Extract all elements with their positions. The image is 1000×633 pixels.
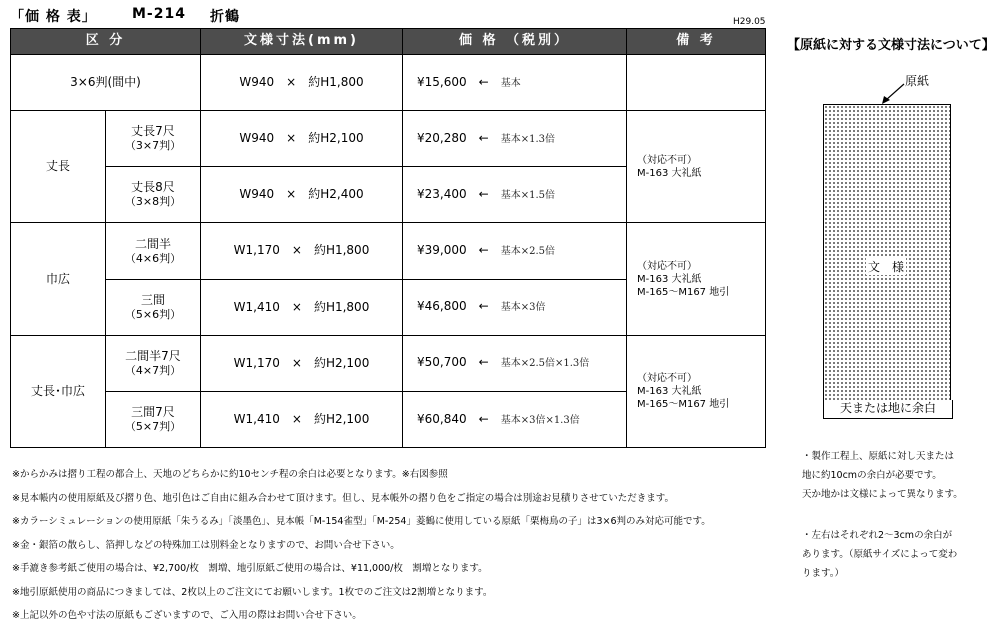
note-line: ・左右はそれぞれ2～3cmの余白が bbox=[802, 530, 953, 541]
subcategory-cell bbox=[106, 335, 201, 391]
price-table bbox=[10, 28, 766, 448]
price-value: ¥46,800 bbox=[417, 299, 467, 314]
paper-label: 原紙 bbox=[905, 74, 930, 88]
size-cell: W1,410 × 約H1,800 bbox=[201, 279, 403, 335]
size-cell: W940 × 約H2,400 bbox=[201, 167, 403, 223]
arrow-icon: ← bbox=[478, 411, 489, 426]
footnote: ※上記以外の色や寸法の原紙もございますので、ご入用の際はお問い合せ下さい。 bbox=[12, 610, 362, 621]
subcategory-name: 三間7尺 bbox=[131, 405, 175, 420]
price-value: ¥50,700 bbox=[417, 355, 467, 370]
price-ratio: 基本×2.5倍×1.3倍 bbox=[500, 358, 590, 370]
table-header-row bbox=[11, 29, 766, 55]
table-row bbox=[11, 223, 766, 279]
price-cell bbox=[403, 335, 627, 391]
arrow-icon: ← bbox=[478, 355, 489, 370]
arrow-icon: ← bbox=[478, 299, 489, 314]
price-value: ¥39,000 bbox=[417, 243, 467, 258]
subcategory-size: （3×7判） bbox=[124, 139, 182, 153]
size-cell: W940 × 約H2,100 bbox=[201, 111, 403, 167]
header-price: 価 格 （税別） bbox=[403, 29, 627, 55]
footnotes bbox=[12, 468, 772, 633]
footnote: ※手漉き参考紙ご使用の場合は、¥2,700/枚 割増、地引原紙ご使用の場合は、¥11,000/枚 割増となります。 bbox=[12, 563, 488, 574]
subcategory-cell bbox=[106, 391, 201, 447]
subcategory-size: （4×6判） bbox=[124, 251, 182, 265]
category-cell: 丈長 bbox=[11, 111, 106, 223]
note-line: ります。） bbox=[802, 568, 844, 579]
price-ratio: 基本×3倍×1.3倍 bbox=[500, 414, 580, 426]
price-ratio: 基本×1.3倍 bbox=[500, 133, 555, 145]
arrow-icon: ← bbox=[478, 243, 489, 258]
remarks-cell: （対応不可） M-163 大礼紙 M-165～M167 地引 bbox=[627, 223, 766, 335]
note-line: 天か地かは文様によって異なります。 bbox=[802, 489, 963, 500]
footnote: ※カラーシミュレーションの使用原紙「朱うるみ」「淡墨色」、見本帳「M-154雀型」「M-254」菱鶴に使用している原紙「栗梅鳥の子」は3×6判のみ対応可能です。 bbox=[12, 516, 711, 527]
margin-label: 天または地に余白 bbox=[823, 400, 953, 419]
table-row bbox=[11, 335, 766, 391]
note-line: あります。（原紙サイズによって変わ bbox=[802, 549, 958, 560]
footnote: ※見本帳内の使用原紙及び摺り色、地引色はご自由に組み合わせて頂けます。但し、見本帳外の摺り色をご指定の場合は別途お見積りさせていただきます。 bbox=[12, 492, 674, 504]
category-cell: 3×6判(間中) bbox=[11, 55, 201, 111]
header-category: 区 分 bbox=[11, 29, 201, 55]
subcategory-cell bbox=[106, 223, 201, 279]
price-cell bbox=[403, 279, 627, 335]
subcategory-cell bbox=[106, 111, 201, 167]
date-label: H29.05 bbox=[733, 17, 766, 27]
subcategory-name: 二間半 bbox=[134, 236, 171, 251]
subcategory-cell bbox=[106, 167, 201, 223]
price-value: ¥15,600 bbox=[417, 74, 467, 89]
price-cell bbox=[403, 55, 627, 111]
diagram-title: 【原紙に対する文様寸法について】 bbox=[787, 38, 995, 53]
category-cell: 巾広 bbox=[11, 223, 106, 335]
product-name: 折鶴 bbox=[210, 9, 240, 25]
product-code: M-214 bbox=[132, 6, 186, 22]
footnote: ※金・銀箔の散らし、箔押しなどの特殊加工は別料金となりますので、お問い合せ下さい。 bbox=[12, 539, 400, 551]
subcategory-size: （3×8判） bbox=[124, 195, 182, 209]
size-cell: W1,410 × 約H2,100 bbox=[201, 391, 403, 447]
price-ratio: 基本×3倍 bbox=[500, 302, 546, 314]
subcategory-name: 二間半7尺 bbox=[125, 348, 181, 363]
remarks-cell: （対応不可） M-163 大礼紙 bbox=[627, 111, 766, 223]
size-cell: W1,170 × 約H1,800 bbox=[201, 223, 403, 279]
diagram-note-1 bbox=[802, 447, 998, 504]
header-size: 文様寸法(mm) bbox=[201, 29, 403, 55]
price-ratio: 基本×2.5倍 bbox=[500, 246, 555, 258]
remarks-cell bbox=[627, 55, 766, 111]
header-remarks: 備 考 bbox=[627, 29, 766, 55]
footnote: ※地引原紙使用の商品につきましては、2枚以上のご注文にてお願いします。1枚でのご注文は2割増となります。 bbox=[12, 586, 493, 598]
subcategory-cell bbox=[106, 279, 201, 335]
price-ratio: 基本 bbox=[500, 77, 521, 89]
paper-diagram bbox=[823, 104, 951, 402]
price-cell bbox=[403, 223, 627, 279]
page-title: 「価 格 表」 bbox=[10, 9, 97, 25]
price-cell bbox=[403, 111, 627, 167]
price-cell bbox=[403, 391, 627, 447]
category-cell: 丈長･巾広 bbox=[11, 335, 106, 447]
note-line: ・製作工程上、原紙に対し天または bbox=[802, 451, 955, 462]
subcategory-size: （4×7判） bbox=[124, 363, 182, 377]
size-cell: W940 × 約H1,800 bbox=[201, 55, 403, 111]
arrow-icon: ← bbox=[478, 187, 489, 202]
subcategory-size: （5×7判） bbox=[124, 420, 182, 434]
subcategory-size: （5×6判） bbox=[124, 307, 182, 321]
subcategory-name: 丈長8尺 bbox=[131, 180, 175, 195]
pointer-arrow-icon bbox=[878, 82, 908, 106]
subcategory-name: 丈長7尺 bbox=[131, 124, 175, 139]
arrow-icon: ← bbox=[478, 74, 489, 89]
size-cell: W1,170 × 約H2,100 bbox=[201, 335, 403, 391]
note-line: 地に約10cmの余白が必要です。 bbox=[802, 470, 942, 481]
table-row bbox=[11, 55, 766, 111]
price-value: ¥20,280 bbox=[417, 130, 467, 145]
remarks-cell: （対応不可） M-163 大礼紙 M-165～M167 地引 bbox=[627, 335, 766, 447]
price-ratio: 基本×1.5倍 bbox=[500, 190, 555, 202]
subcategory-name: 三間 bbox=[140, 292, 165, 307]
diagram-note-2 bbox=[802, 526, 998, 583]
price-value: ¥23,400 bbox=[417, 187, 467, 202]
price-cell bbox=[403, 167, 627, 223]
pattern-label: 文 様 bbox=[868, 260, 905, 274]
arrow-icon: ← bbox=[478, 130, 489, 145]
footnote: ※からかみは摺り工程の都合上、天地のどちらかに約10センチ程の余白は必要となります。※右図参照 bbox=[12, 469, 448, 480]
price-value: ¥60,840 bbox=[417, 411, 467, 426]
table-row bbox=[11, 111, 766, 167]
